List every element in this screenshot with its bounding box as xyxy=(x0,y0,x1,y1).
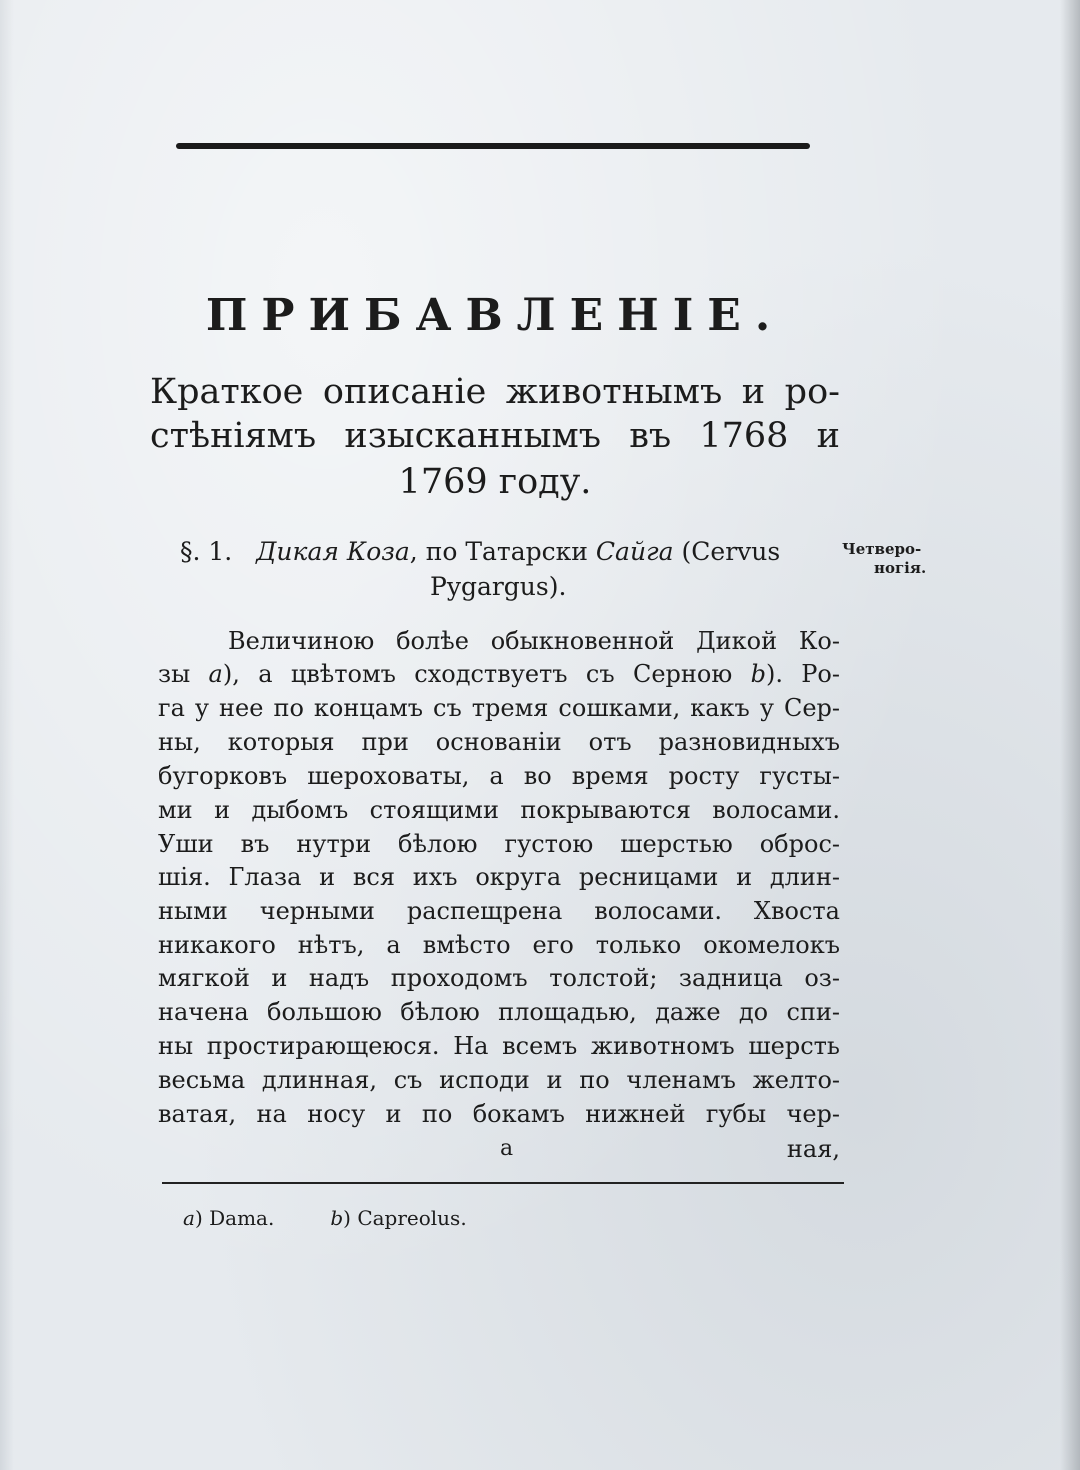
body-text-line: Уши въ нутри бѣлою густою шерстью оброс- xyxy=(158,830,840,858)
body-text-line: ватая, на носу и по бокамъ нижней губы чер- xyxy=(158,1100,840,1128)
body-text-line: Величиною болѣе обыкновенной Дикой Ко- xyxy=(228,627,840,655)
body-text-line: шія. Глаза и вся ихъ округа ресницами и длин- xyxy=(158,863,840,891)
footnote-rule xyxy=(162,1182,844,1184)
section-heading xyxy=(180,535,840,569)
margin-note xyxy=(842,540,926,578)
body-text-line: весьма длинная, съ исподи и по членамъ желто- xyxy=(158,1066,840,1094)
species-name-russian: Дикая Коза xyxy=(256,537,410,566)
body-text-line: ми и дыбомъ стоящими покрываются волосами. xyxy=(158,796,840,824)
ornamental-top-rule xyxy=(176,143,810,149)
body-text-line: мягкой и надъ проходомъ толстой; задница оз- xyxy=(158,964,840,992)
footnotes: a) Dama. b) Capreolus. xyxy=(183,1206,467,1230)
footnote-text-a: Dama. xyxy=(209,1206,275,1230)
footnote-ref-b: b xyxy=(750,660,766,688)
footnote-text-b: Capreolus. xyxy=(357,1206,467,1230)
latin-name-continued: Pygargus). xyxy=(430,572,567,601)
catchword: ная, xyxy=(786,1135,840,1163)
margin-note-line: Четверо- xyxy=(842,540,922,558)
footnote-ref-a: a xyxy=(208,660,223,688)
signature-mark: а xyxy=(500,1136,514,1161)
page-title: ПРИБАВЛЕНІЕ. xyxy=(205,290,785,341)
body-text-line: ными черными распещрена волосами. Хвоста xyxy=(158,897,840,925)
species-name-tatar: Сайга xyxy=(595,537,674,566)
subtitle-line: 1769 году. xyxy=(398,462,592,502)
subtitle-line: Краткое описаніе животнымъ и ро- xyxy=(150,372,840,412)
body-text-line: зы a), а цвѣтомъ сходствуетъ съ Серною b). Ро- xyxy=(158,660,840,688)
body-text-line: ны простирающеюся. На всемъ животномъ шерсть xyxy=(158,1032,840,1060)
section-text: , по Татарски xyxy=(409,537,596,566)
footnote-mark-a: a xyxy=(183,1206,195,1230)
body-text-line: бугорковъ шероховаты, а во время росту густы- xyxy=(158,762,840,790)
subtitle-line: стѣніямъ изысканнымъ въ 1768 и xyxy=(150,416,840,456)
body-text-line: начена большою бѣлою площадью, даже до спи- xyxy=(158,998,840,1026)
latin-name-part: (Cervus xyxy=(673,537,781,566)
body-text-line: ны, которыя при основаніи отъ разновидныхъ xyxy=(158,728,840,756)
margin-note-line: ногія. xyxy=(874,559,927,577)
body-text-line: никакого нѣтъ, а вмѣсто его только окомелокъ xyxy=(158,931,840,959)
body-text-line: га у нее по концамъ съ тремя сошками, какъ у Сер- xyxy=(158,694,840,722)
footnote-mark-b: b xyxy=(330,1206,344,1230)
section-mark: §. 1. xyxy=(180,537,233,566)
